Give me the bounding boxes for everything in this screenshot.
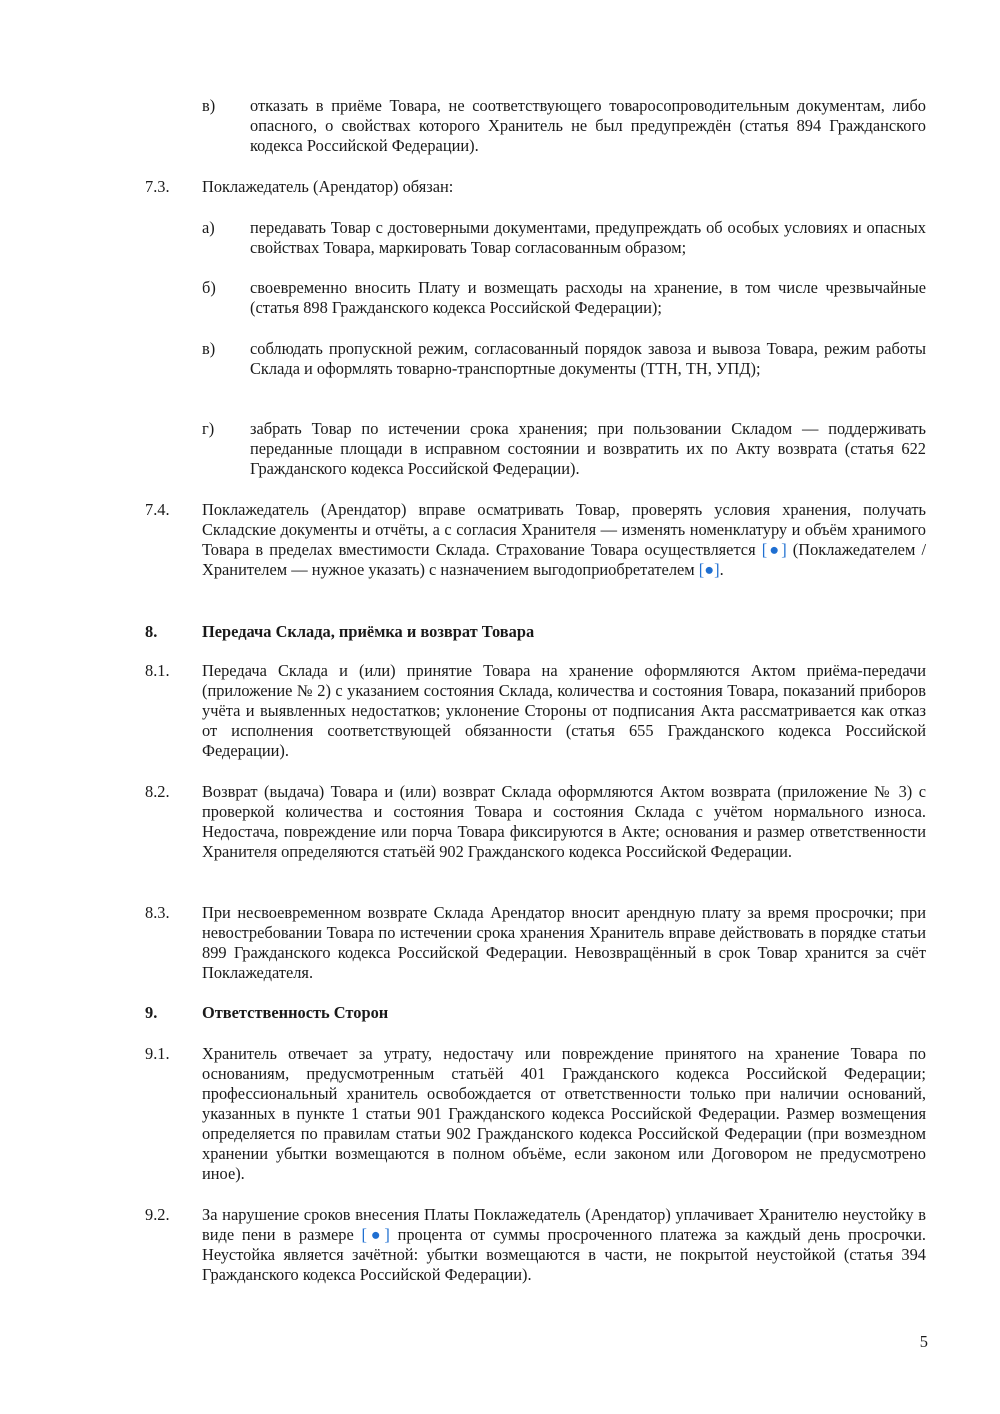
placeholder-marker: [●]	[361, 1225, 390, 1244]
section-number: 9.	[145, 1003, 158, 1022]
clause-number: г)	[202, 419, 215, 438]
clause-number: в)	[202, 339, 216, 358]
clause-text: Хранитель отвечает за утрату, недостачу или повреждение принятого на хранение Товара по основаниям, предусмотренным статьёй 401 Гражданского кодекса Российской Федерации; профессиональный хранитель освобождается от ответственности только при наличии оснований, указанных в пункте 1 статьи 901 Гражданского кодекса Российской Федерации. Размер возмещения определяется по правилам статьи 902 Гражданского кодекса Российской Федерации (при возмездном хранении убытки возмещаются в полном объёме, если законом или Договором не предусмотрено иное).	[202, 1044, 926, 1183]
clause-number: 9.2.	[145, 1205, 170, 1224]
clause-7-3-v	[202, 339, 926, 379]
clause-8-1	[145, 661, 926, 761]
clause-text: При несвоевременном возврате Склада Арендатор вносит арендную плату за время просрочки; при невостребовании Товара по истечении срока хранения Хранитель вправе действовать в порядке статьи 899 Гражданского кодекса Российской Федерации. Невозвращённый в срок Товар хранится за счёт Поклажедателя.	[202, 903, 926, 982]
section-title: Ответственность Сторон	[202, 1003, 389, 1022]
clause-text: своевременно вносить Плату и возмещать расходы на хранение, в том числе чрезвычайные (статья 898 Гражданского кодекса Российской Федерации);	[250, 278, 926, 317]
clause-number: а)	[202, 218, 215, 237]
section-number: 8.	[145, 622, 158, 641]
clause-text: Возврат (выдача) Товара и (или) возврат Склада оформляются Актом возврата (приложение № 3) с проверкой количества и состояния Товара и состояния Склада с учётом нормального износа. Недостача, повреждение или порча Товара фиксируются в Акте; основания и размер ответственности Хранителя определяются статьёй 902 Гражданского кодекса Российской Федерации.	[202, 782, 926, 861]
clause-text: отказать в приёме Товара, не соответствующего товаросопроводительным документам, либо опасного, о свойствах которого Хранитель не был предупреждён (статья 894 Гражданского кодекса Российской Федерации).	[250, 96, 926, 155]
clause-number: 7.3.	[145, 177, 170, 196]
section-title: Передача Склада, приёмка и возврат Товара	[202, 622, 535, 641]
placeholder-marker: [●]	[698, 560, 720, 579]
clause-7-3	[145, 177, 926, 197]
clause-number: 8.2.	[145, 782, 170, 801]
clause-7-2-v	[202, 96, 926, 156]
clause-number: 9.1.	[145, 1044, 170, 1063]
clause-text: забрать Товар по истечении срока хранения; при пользовании Складом — поддерживать переданные площади в исправном состоянии и возвратить их по Акту возврата (статья 622 Гражданского кодекса Российской Федерации).	[250, 419, 926, 478]
clause-text: Поклажедатель (Арендатор) обязан:	[202, 177, 454, 196]
clause-text: Поклажедатель (Арендатор) вправе осматривать Товар, проверять условия хранения, получать Складские документы и отчёты, а с согласия Хранителя — изменять номенклатуру и объём хранимого Товара в пределах вместимости Склада. Страхование Товара осуществляется [●] (Поклажедателем / Хранителем — нужное указать) с назначением выгодоприобретателем [●].	[202, 500, 926, 579]
clause-8-2	[145, 782, 926, 862]
clause-7-4	[145, 500, 926, 580]
clause-text: соблюдать пропускной режим, согласованный порядок завоза и вывоза Товара, режим работы Склада и оформлять товарно-транспортные документы (ТТН, ТН, УПД);	[250, 339, 926, 378]
clause-number: б)	[202, 278, 216, 297]
clause-8-3	[145, 903, 926, 983]
clause-number: 7.4.	[145, 500, 170, 519]
section-heading-8	[145, 622, 926, 642]
clause-text: передавать Товар с достоверными документами, предупреждать об особых условиях и опасных свойствах Товара, маркировать Товар согласованным образом;	[250, 218, 926, 257]
section-heading-9	[145, 1003, 926, 1023]
clause-7-3-g	[202, 419, 926, 479]
clause-9-1	[145, 1044, 926, 1184]
clause-7-3-b	[202, 278, 926, 318]
clause-number: 8.3.	[145, 903, 170, 922]
placeholder-marker: [●]	[761, 540, 787, 559]
clause-number: в)	[202, 96, 216, 115]
clause-text: За нарушение сроков внесения Платы Поклажедатель (Арендатор) уплачивает Хранителю неустойку в виде пени в размере [●] процента от суммы просроченного платежа за каждый день просрочки. Неустойка является зачётной: убытки возмещаются в части, не покрытой неустойкой (статья 394 Гражданского кодекса Российской Федерации).	[202, 1205, 926, 1284]
clause-number: 8.1.	[145, 661, 170, 680]
clause-9-2	[145, 1205, 926, 1285]
page-number: 5	[919, 1332, 928, 1351]
clause-7-3-a	[202, 218, 926, 258]
clause-text: Передача Склада и (или) принятие Товара на хранение оформляются Актом приёма-передачи (приложение № 2) с указанием состояния Склада, количества и состояния Товара, показаний приборов учёта и выявленных недостатков; уклонение Стороны от подписания Акта рассматривается как отказ от исполнения соответствующей обязанности (статья 655 Гражданского кодекса Российской Федерации).	[202, 661, 926, 760]
